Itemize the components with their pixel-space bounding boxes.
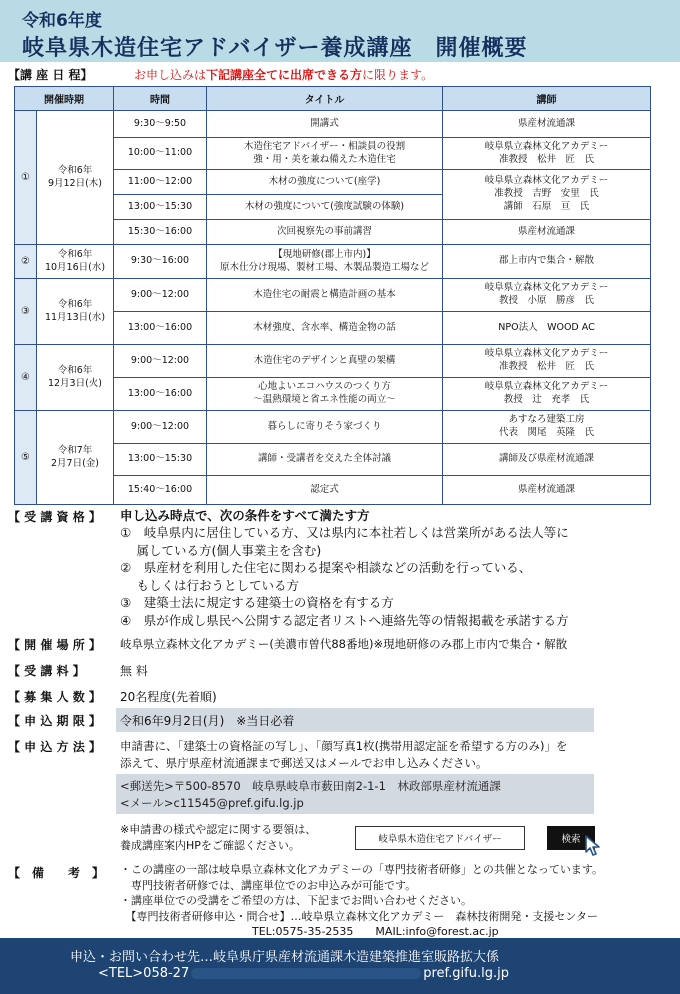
search-input[interactable]: 岐阜県木造住宅アドバイザー [355, 826, 525, 850]
deadline-value: 令和6年9月2日(月) ※当日必着 [120, 714, 295, 728]
page-header [0, 0, 680, 62]
table-header-row [15, 87, 651, 111]
title-cell: 木造住宅のデザインと真壁の架構 [207, 345, 443, 378]
time-cell: 13:00〜16:00 [114, 312, 207, 345]
page-title: 岐阜県木造住宅アドバイザー養成講座 開催概要 [22, 36, 528, 61]
apply-line: 添えて、県庁県産材流通課まで郵送又はメールでお申し込みください。 [120, 756, 488, 770]
footer-phone-line: <TEL>058-27 pref.gifu.lg.jp [98, 966, 509, 981]
pointer-arrow-icon [584, 834, 606, 856]
title-cell: 木材強度、含水率、構造金物の話 [207, 312, 443, 345]
qualification-item: もしくは行おうとしている方 [120, 577, 299, 593]
title-cell: 木材の強度について(座学) [207, 170, 443, 195]
venue-value: 岐阜県立森林文化アカデミー(美濃市曽代88番地)※現地研修のみ郡上市内で集合・解散 [120, 637, 568, 651]
capacity-value: 20名程度(先着順) [120, 690, 217, 704]
contact-footer [0, 938, 680, 994]
qualification-item: ② 県産材を利用した住宅に関わる提案や相談などの活動を行っている、 [120, 560, 532, 575]
deadline-label: 【 申 込 期 限 】 [8, 714, 101, 728]
table-row [15, 345, 651, 378]
postal-address: <郵送先>〒500-8570 岐阜県岐阜市薮田南2-1-1 林政部県産材流通課 [120, 779, 501, 793]
lecturer-cell: 岐阜県立森林文化アカデミー 准教授 松井 匠 氏 [443, 345, 651, 378]
lecturer-cell: 県産材流通課 [443, 476, 651, 505]
title-cell: 開講式 [207, 111, 443, 138]
time-cell: 13:00〜15:30 [114, 444, 207, 476]
form-note-line: 養成講座案内HPをご確認ください。 [120, 839, 300, 852]
qualification-heading: 申し込み時点で、次の条件をすべて満たす方 [120, 508, 370, 523]
title-cell: 認定式 [207, 476, 443, 505]
session-number: ⑤ [15, 411, 37, 505]
email-address: <メール>c11545@pref.gifu.lg.jp [120, 796, 304, 810]
session-date: 令和6年 12月3日(火) [37, 345, 114, 411]
qualification-label: 【 受 講 資 格 】 [8, 510, 101, 524]
session-number: ② [15, 245, 37, 279]
time-cell: 15:40〜16:00 [114, 476, 207, 505]
title-cell: 暮らしに寄りそう家づくり [207, 411, 443, 444]
remarks-line: ・この講座の一部は岐阜県立森林文化アカデミーの「専門技術者研修」との共催となっています。 [120, 863, 604, 876]
session-number: ③ [15, 279, 37, 345]
lecturer-cell: 岐阜県立森林文化アカデミー 准教授 吉野 安里 氏 講師 石原 亘 氏 [443, 170, 651, 220]
lecturer-cell: 岐阜県立森林文化アカデミー 教授 小原 勝彦 氏 [443, 279, 651, 312]
time-cell: 9:30〜9:50 [114, 111, 207, 138]
lecturer-cell: あすなろ建築工房 代表 関尾 英隆 氏 [443, 411, 651, 444]
table-row [15, 245, 651, 279]
redaction-bar [191, 968, 421, 979]
lecturer-cell: 県産材流通課 [443, 220, 651, 245]
remarks-line: 専門技術者研修では、講座単位でのお申込みが可能です。 [120, 878, 417, 892]
title-cell: 心地よいエコハウスのつくり方 〜温熱環境と省エネ性能の両立〜 [207, 378, 443, 411]
header-subtitle: 令和6年度 [22, 11, 102, 31]
column-header: タイトル [207, 87, 443, 111]
fee-value: 無 料 [120, 664, 148, 678]
schedule-table [14, 86, 651, 505]
time-cell: 9:00〜12:00 [114, 345, 207, 378]
qualification-item: 属している方(個人事業主を含む) [120, 542, 322, 558]
qualification-item: ① 岐阜県内に居住している方、又は県内に本社若しくは営業所がある法人等に [120, 525, 569, 540]
title-cell: 木造住宅の耐震と構造計画の基本 [207, 279, 443, 312]
time-cell: 10:00〜11:00 [114, 138, 207, 170]
lecturer-cell: 講師及び県産材流通課 [443, 444, 651, 476]
remarks-label: 【 備 考 】 [8, 866, 105, 880]
form-note-line: ※申請書の様式や認定に関する要領は、 [120, 823, 317, 836]
search-button[interactable]: 検索 [547, 826, 595, 850]
column-header: 講師 [443, 87, 651, 111]
lecturer-cell: 郡上市内で集合・解散 [443, 245, 651, 279]
time-cell: 9:00〜12:00 [114, 279, 207, 312]
time-cell: 15:30〜16:00 [114, 220, 207, 245]
capacity-label: 【 募 集 人 数 】 [8, 690, 101, 704]
time-cell: 9:00〜12:00 [114, 411, 207, 444]
apply-text [120, 738, 568, 772]
title-cell: 木造住宅アドバイザー・相談員の役割 強・用・美を兼ね備えた木造住宅 [207, 138, 443, 170]
time-cell: 13:00〜15:30 [114, 195, 207, 220]
lecturer-cell: 県産材流通課 [443, 111, 651, 138]
remarks-block [120, 862, 603, 940]
column-header: 時間 [114, 87, 207, 111]
footer-contact-line: 申込・お問い合わせ先…岐阜県庁県産材流通課木造建築推進室販路拡大係 [70, 950, 500, 965]
session-number: ④ [15, 345, 37, 411]
qualification-item: ③ 建築士法に規定する建築士の資格を有する方 [120, 595, 394, 610]
form-note [120, 822, 316, 854]
session-date: 令和6年 9月12日(木) [37, 111, 114, 245]
qualification-block [120, 506, 569, 629]
lecturer-cell: 岐阜県立森林文化アカデミー 教授 辻 充孝 氏 [443, 378, 651, 411]
apply-label: 【 申 込 方 法 】 [8, 740, 101, 754]
apply-line: 申請書に、「建築士の資格証の写し」、「顔写真1枚(携帯用認定証を希望する方のみ)」を [120, 739, 568, 753]
address-text [120, 778, 501, 812]
title-cell: 木材の強度について(強度試験の体験) [207, 195, 443, 220]
lecturer-cell: 岐阜県立森林文化アカデミー 准教授 松井 匠 氏 [443, 138, 651, 170]
remarks-line: ・講座単位での受講をご希望の方は、下記までお問い合わせください。 [120, 894, 472, 907]
title-cell: 【現地研修(郡上市内)】 原木仕分け現場、製材工場、木製品製造工場など [207, 245, 443, 279]
fee-label: 【 受 講 料 】 [8, 664, 85, 678]
session-number: ① [15, 111, 37, 245]
remarks-line: 【専門技術者研修申込・問合せ】…岐阜県立森林文化アカデミー 森林技術開発・支援センター [120, 909, 598, 923]
session-date: 令和6年 10月16日(水) [37, 245, 114, 279]
title-cell: 次回視察先の事前講習 [207, 220, 443, 245]
table-row [15, 111, 651, 138]
remarks-line: TEL:0575-35-2535 MAIL:info@forest.ac.jp [120, 925, 499, 938]
session-date: 令和7年 2月7日(金) [37, 411, 114, 505]
time-cell: 13:00〜16:00 [114, 378, 207, 411]
schedule-label: 【講 座 日 程】 [8, 68, 93, 82]
table-row [15, 279, 651, 312]
schedule-note: お申し込みは下記講座全てに出席できる方に限ります。 [134, 68, 434, 82]
lecturer-cell: NPO法人 WOOD AC [443, 312, 651, 345]
qualification-item: ④ 県が作成し県民へ公開する認定者リストへ連絡先等の情報掲載を承諾する方 [120, 612, 569, 628]
title-cell: 講師・受講者を交えた全体討議 [207, 444, 443, 476]
time-cell: 9:30〜16:00 [114, 245, 207, 279]
time-cell: 11:00〜12:00 [114, 170, 207, 195]
column-header: 開催時期 [15, 87, 114, 111]
venue-label: 【 開 催 場 所 】 [8, 638, 101, 652]
session-date: 令和6年 11月13日(水) [37, 279, 114, 345]
table-row [15, 411, 651, 444]
